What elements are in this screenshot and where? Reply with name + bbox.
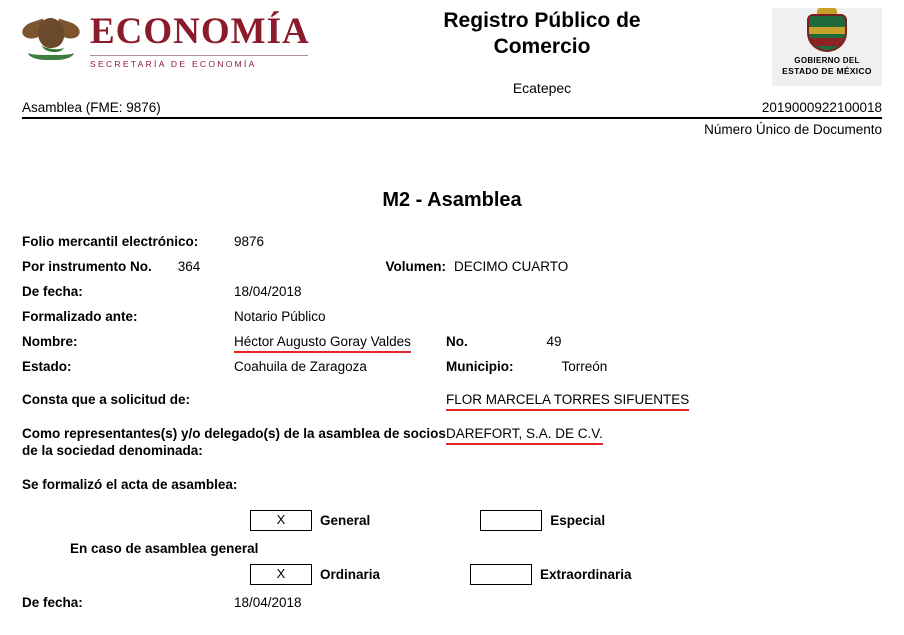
eagle-emblem-icon [22, 14, 80, 60]
row-representantes [22, 425, 882, 459]
municipio-label: Municipio: [446, 359, 514, 374]
document-title-block [312, 6, 772, 96]
shield-icon [807, 14, 847, 52]
title-line-2: Comercio [493, 35, 591, 58]
instrumento-group [22, 259, 234, 274]
row-fecha-2 [22, 595, 882, 620]
state-logo-line-1: GOBIERNO DEL [794, 56, 860, 65]
representantes-value-wrap [446, 426, 603, 445]
state-government-logo [772, 8, 882, 86]
row-consta [22, 392, 882, 417]
row-estado [22, 359, 882, 384]
checkbox-general[interactable]: X [250, 510, 312, 531]
row-fecha [22, 284, 882, 309]
page-title: M2 - Asamblea [382, 189, 522, 211]
estado-value: Coahuila de Zaragoza [234, 359, 367, 374]
city-name: Ecatepec [512, 80, 572, 96]
consta-label: Consta que a solicitud de: [22, 392, 191, 407]
row-formalizo [22, 477, 882, 502]
unique-document-number-caption: Número Único de Documento [704, 122, 882, 137]
folio-value: 9876 [234, 234, 265, 249]
fecha-value: 18/04/2018 [234, 284, 302, 299]
checkline-general [22, 510, 882, 531]
no-label: No. [446, 334, 468, 349]
row-nombre [22, 334, 882, 359]
checkbox-extraordinaria[interactable] [470, 564, 532, 585]
formalizo-label: Se formalizó el acta de asamblea: [22, 477, 238, 492]
state-logo-line-2: ESTADO DE MÉXICO [782, 66, 872, 76]
instrumento-value: 364 [177, 259, 201, 274]
folio-bar-right: 2019000922100018 [761, 100, 882, 115]
form-body [0, 234, 904, 620]
representantes-label: Como representantes(s) y/o delegado(s) de la asamblea de socios de la sociedad denominada: [22, 426, 446, 458]
row-formalizado [22, 309, 882, 334]
row-instrumento [22, 259, 882, 284]
formalizado-label: Formalizado ante: [22, 309, 138, 324]
label-extraordinaria: Extraordinaria [540, 567, 632, 582]
brand-text [90, 10, 310, 69]
title-line-1: Registro Público de [443, 9, 641, 32]
volumen-label: Volumen: [385, 259, 446, 274]
fecha2-value: 18/04/2018 [234, 595, 302, 610]
caso-asamblea-general-label: En caso de asamblea general [70, 541, 259, 556]
document-header [0, 0, 904, 96]
formalizado-value: Notario Público [234, 309, 326, 324]
label-general: General [320, 513, 371, 528]
municipio-group [446, 359, 658, 374]
volumen-value: DECIMO CUARTO [454, 259, 569, 274]
nombre-value-wrap [234, 334, 446, 353]
folio-label: Folio mercantil electrónico: [22, 234, 199, 249]
folio-bar-left: Asamblea (FME: 9876) [22, 100, 161, 115]
no-group [446, 334, 658, 349]
nombre-label: Nombre: [22, 334, 78, 349]
fecha-label: De fecha: [22, 284, 83, 299]
estado-label: Estado: [22, 359, 72, 374]
economia-logo [22, 6, 312, 69]
no-value: 49 [546, 334, 562, 349]
checkbox-especial[interactable] [480, 510, 542, 531]
brand-subtitle: SECRETARÍA DE ECONOMÍA [90, 59, 257, 69]
brand-divider [90, 55, 308, 56]
fecha2-label: De fecha: [22, 595, 83, 610]
checkbox-ordinaria[interactable]: X [250, 564, 312, 585]
checkline-ordinaria [22, 564, 882, 585]
instrumento-label: Por instrumento No. [22, 259, 152, 274]
consta-value: FLOR MARCELA TORRES SIFUENTES [446, 392, 689, 411]
municipio-value: Torreón [561, 359, 608, 374]
nombre-value: Héctor Augusto Goray Valdes [234, 334, 411, 353]
row-folio [22, 234, 882, 259]
label-especial: Especial [550, 513, 606, 528]
brand-name: ECONOMÍA [90, 11, 310, 52]
consta-value-wrap [446, 392, 689, 411]
representantes-value: DAREFORT, S.A. DE C.V. [446, 426, 603, 445]
folio-bar [22, 100, 882, 119]
label-ordinaria: Ordinaria [320, 567, 381, 582]
